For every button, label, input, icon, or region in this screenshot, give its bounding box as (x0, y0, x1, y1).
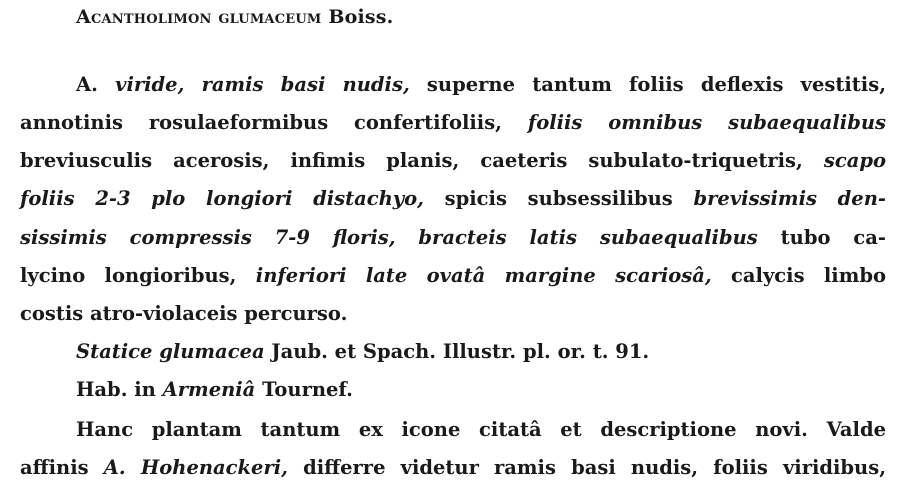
text-line (20, 295, 886, 333)
italic-text-run: brevissimis den- (693, 187, 886, 210)
text-line (76, 66, 886, 104)
text-run: tubo ca- (757, 226, 886, 249)
italic-text-run: sissimis compressis 7-9 floris, bracteis latis subaequalibus (20, 226, 758, 249)
text-run: Hanc plantam tantum ex icone citatâ et descriptione novi. Valde (76, 418, 886, 441)
text-line (20, 104, 886, 142)
text-run: calycis limbo (711, 264, 886, 287)
text-run: annotinis rosulaeformibus confertifoliis, (20, 111, 528, 134)
italic-text-run: foliis 2-3 plo longiori distachyo, (20, 187, 424, 210)
text-run: spicis subsessilibus (423, 187, 694, 210)
species-author: Boiss. (328, 6, 394, 28)
italic-text-run: inferiori late ovatâ margine scariosâ, (255, 264, 712, 287)
text-line (20, 257, 886, 295)
text-line (20, 180, 886, 218)
text-run: Hab. in (76, 378, 163, 401)
species-heading (76, 6, 394, 28)
italic-text-run: viride, ramis basi nudis, (115, 73, 410, 96)
text-line (76, 371, 886, 409)
text-run: A. (76, 73, 116, 96)
text-run: differre videtur ramis basi nudis, foliis viridibus, (287, 456, 886, 479)
text-run: breviusculis acerosis, infimis planis, caeteris subulato-triquetris, (20, 149, 824, 172)
text-line (20, 219, 886, 257)
text-line (76, 411, 886, 449)
text-run: Tournef. (255, 378, 353, 401)
text-run: costis atro-violaceis percurso. (20, 302, 348, 325)
italic-text-run: scapo (823, 149, 886, 172)
italic-text-run: Armeniâ (162, 378, 256, 401)
italic-text-run: A. Hohenackeri, (103, 456, 288, 479)
text-line (20, 449, 886, 487)
text-run: superne tantum foliis deflexis vestitis, (409, 73, 886, 96)
text-line (20, 142, 886, 180)
text-run: lycino longioribus, (20, 264, 256, 287)
italic-text-run: foliis omnibus subaequalibus (527, 111, 886, 134)
text-run: Jaub. et Spach. Illustr. pl. or. t. 91. (264, 340, 650, 363)
italic-text-run: Statice glumacea (76, 340, 265, 363)
text-run: affinis (20, 456, 104, 479)
species-name: Acantholimon glumaceum (76, 6, 322, 28)
text-line (76, 333, 886, 371)
